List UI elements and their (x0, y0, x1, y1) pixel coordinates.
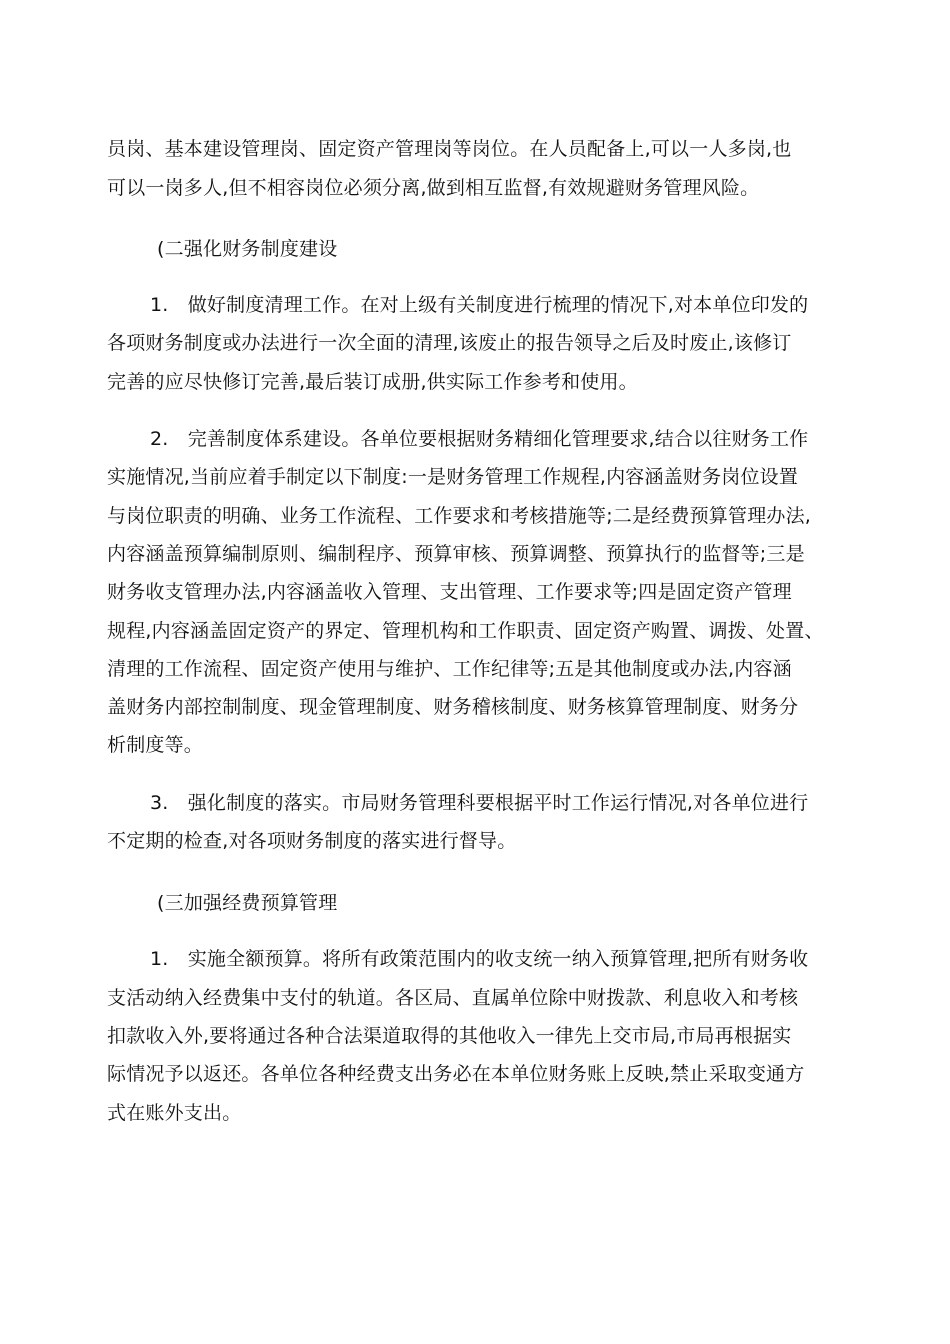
paragraph-line: 1. 实施全额预算。将所有政策范围内的收支统一纳入预算管理,把所有财务收 (150, 948, 809, 970)
paragraph-line: 规程,内容涵盖固定资产的界定、管理机构和工作职责、固定资产购置、调拨、处置、 (107, 620, 824, 642)
paragraph-line: 式在账外支出。 (107, 1102, 242, 1124)
paragraph-line: 际情况予以返还。各单位各种经费支出务必在本单位财务账上反映,禁止采取变通方 (107, 1063, 805, 1085)
paragraph-line: 与岗位职责的明确、业务工作流程、工作要求和考核措施等;二是经费预算管理办法, (107, 505, 812, 527)
section-heading: (二强化财务制度建设 (157, 238, 338, 260)
paragraph-line: 2. 完善制度体系建设。各单位要根据财务精细化管理要求,结合以往财务工作 (150, 428, 809, 450)
paragraph-line: 扣款收入外,要将通过各种合法渠道取得的其他收入一律先上交市局,市局再根据实 (107, 1025, 792, 1047)
paragraph-line: 支活动纳入经费集中支付的轨道。各区局、直属单位除中财拨款、利息收入和考核 (107, 987, 799, 1009)
paragraph-line: 3. 强化制度的落实。市局财务管理科要根据平时工作运行情况,对各单位进行 (150, 792, 809, 814)
paragraph-line: 财务收支管理办法,内容涵盖收入管理、支出管理、工作要求等;四是固定资产管理 (107, 581, 792, 603)
paragraph-line: 盖财务内部控制制度、现金管理制度、财务稽核制度、财务核算管理制度、财务分 (107, 696, 799, 718)
paragraph-line: 1. 做好制度清理工作。在对上级有关制度进行梳理的情况下,对本单位印发的 (150, 294, 809, 316)
paragraph-line: 实施情况,当前应着手制定以下制度:一是财务管理工作规程,内容涵盖财务岗位设置 (107, 466, 799, 488)
paragraph-line: 内容涵盖预算编制原则、编制程序、预算审核、预算调整、预算执行的监督等;三是 (107, 543, 805, 565)
paragraph-line: 不定期的检查,对各项财务制度的落实进行督导。 (107, 830, 517, 852)
paragraph-line: 清理的工作流程、固定资产使用与维护、工作纪律等;五是其他制度或办法,内容涵 (107, 658, 792, 680)
paragraph-line: 各项财务制度或办法进行一次全面的清理,该废止的报告领导之后及时废止,该修订 (107, 332, 792, 354)
paragraph-line: 析制度等。 (107, 734, 204, 756)
section-heading: (三加强经费预算管理 (157, 892, 338, 914)
paragraph-line: 员岗、基本建设管理岗、固定资产管理岗等岗位。在人员配备上,可以一人多岗,也 (107, 138, 792, 160)
paragraph-line: 可以一岗多人,但不相容岗位必须分离,做到相互监督,有效规避财务管理风险。 (107, 177, 760, 199)
paragraph-line: 完善的应尽快修订完善,最后装订成册,供实际工作参考和使用。 (107, 371, 638, 393)
